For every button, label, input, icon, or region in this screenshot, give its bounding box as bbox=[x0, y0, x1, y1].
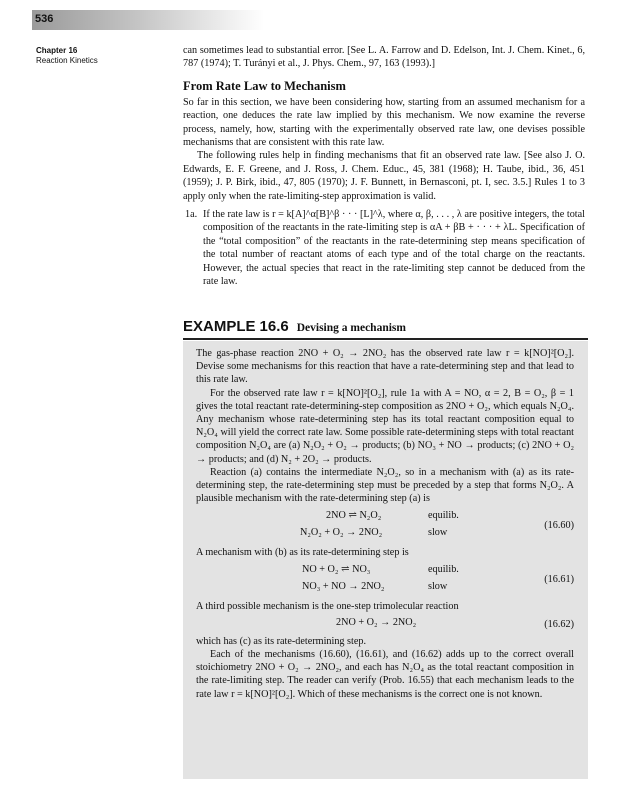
equation-number: (16.61) bbox=[544, 573, 574, 585]
example-label: EXAMPLE bbox=[183, 318, 256, 335]
continued-paragraph: can sometimes lead to substantial error. [See L. A. Farrow and D. Edelson, Int. J. Chem. Kinet., 6, 787 (1974); T. Turányi et al., J. Phys. Chem., 97, 163 (1993).] bbox=[183, 45, 585, 70]
example-number: 16.6 bbox=[259, 318, 289, 335]
running-head bbox=[36, 46, 98, 66]
equation-note: equilib. bbox=[428, 563, 459, 575]
example-paragraph: For the observed rate law r = k[NO]²[O₂], rule 1a with A = NO, α = 2, B = O₂, β = 1 gives the total reactant rate-determining-step composition as 2NO + O₂, which equals N₂O₄. Any mechanism whose rate-determining step has its total reactant composition equal to N₂O₄ will yield the correct rate law. Some possible rate-determining steps with total reactant composition N₂O₄ are (a) N₂O₂ + O₂ → products; (b) NO₃ + NO → products; (c) 2NO + O₂ → products; and (d) N₂ + 2O₂ → products. bbox=[196, 387, 574, 465]
rule-label: 1a. bbox=[185, 209, 198, 221]
equation-number: (16.62) bbox=[544, 618, 574, 630]
equation-note: slow bbox=[428, 527, 448, 539]
main-column bbox=[183, 44, 585, 289]
rule-1a bbox=[183, 208, 585, 288]
example-heading bbox=[183, 318, 585, 336]
example-paragraph: Reaction (a) contains the intermediate N₂O₂, so in a mechanism with (a) as its rate-determining step, the rate-determining step must be preceded by a step that forms N₂O₂. A plausible mechanism with the rate-determining step (a) is bbox=[196, 466, 574, 505]
mechanism-16-61 bbox=[196, 562, 574, 600]
body-paragraph: So far in this section, we have been considering how, starting from an assumed mechanism for a reaction, one deduces the rate law implied by this mechanism. We now examine the reverse process, namely, how, starting with the experimentally observed rate law, one devises possible mechanisms that are consistent with this rate law. bbox=[183, 96, 585, 149]
equation-note: slow bbox=[428, 580, 448, 592]
equation: 2NO + O₂ → 2NO₂ bbox=[336, 616, 417, 628]
chapter-title: Reaction Kinetics bbox=[36, 56, 98, 65]
page-number-bar bbox=[32, 10, 264, 30]
rule-text: If the rate law is r = k[A]^α[B]^β · · · [L]^λ, where α, β, . . . , λ are positive integers, the total composition of the reactants in the rate-limiting step is αA + βB + · · · + λL. Specification of the “total composition” of the reactants in the rate-determining step means specification of the total number of reactant atoms of each type and of the total charge on the reactants. However, the actual species that react in the rate-limiting step cannot be deduced from the rate law. bbox=[203, 209, 585, 288]
example-paragraph: The gas-phase reaction 2NO + O₂ → 2NO₂ has the observed rate law r = k[NO]²[O₂]. Devise some mechanisms for this reaction that have a rate-determining step and that lead to this rate law. bbox=[196, 348, 574, 386]
example-paragraph: A mechanism with (b) as its rate-determining step is bbox=[196, 547, 409, 559]
example-paragraph: Each of the mechanisms (16.60), (16.61), and (16.62) adds up to the correct overall stoichiometry 2NO + O₂ → 2NO₂, and each has N₂O₄ as the total reactant composition in the rate-limiting step. The reader can verify (Prob. 16.55) that each mechanism leads to the rate law r = k[NO]²[O₂]. Which of these mechanisms is the correct one is not known. bbox=[196, 649, 574, 700]
mechanism-16-60 bbox=[196, 508, 574, 546]
chapter-label: Chapter 16 bbox=[36, 46, 78, 55]
example-paragraph: A third possible mechanism is the one-step trimolecular reaction bbox=[196, 600, 459, 612]
body-paragraph: The following rules help in finding mechanisms that fit an observed rate law. [See also J. O. Edwards, E. F. Greene, and J. Ross, J. Chem. Educ., 45, 381 (1968); H. Taube, ibid., 36, 451 (1959); J. P. Birk, ibid., 47, 805 (1970); J. F. Bunnett, in Bernasconi, pt. I, sec. 3.5.] Rules 1 to 3 apply only when the rate-limiting-step approximation is valid. bbox=[183, 150, 585, 202]
page-number: 536 bbox=[35, 13, 54, 25]
equation: 2NO ⇌ N₂O₂ bbox=[326, 510, 382, 522]
example-rule-line bbox=[183, 338, 588, 340]
example-paragraph: which has (c) as its rate-determining step. bbox=[196, 635, 367, 647]
equation: NO₃ + NO → 2NO₂ bbox=[302, 580, 385, 592]
equation-note: equilib. bbox=[428, 510, 459, 522]
example-title: Devising a mechanism bbox=[296, 322, 406, 334]
example-body bbox=[196, 347, 574, 701]
mechanism-16-62 bbox=[196, 613, 574, 635]
equation: NO + O₂ ⇌ NO₃ bbox=[302, 563, 371, 575]
section-title: From Rate Law to Mechanism bbox=[183, 78, 346, 93]
equation-number: (16.60) bbox=[544, 520, 574, 532]
equation: N₂O₂ + O₂ → 2NO₂ bbox=[300, 527, 383, 539]
